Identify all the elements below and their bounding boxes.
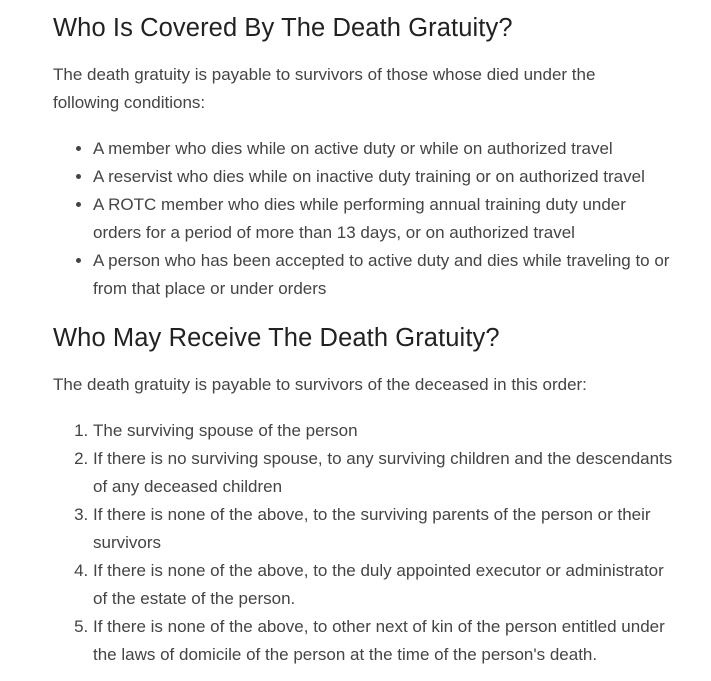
list-item: 2. If there is no surviving spouse, to any surviving children and the descendants of any deceased children bbox=[93, 445, 673, 501]
survivor-order-list bbox=[53, 417, 673, 669]
list-item: • A reservist who dies while on inactive duty training or on authorized travel bbox=[93, 163, 673, 191]
list-item: 5. If there is none of the above, to other next of kin of the person entitled under the laws of domicile of the person at the time of the person's death. bbox=[93, 613, 673, 669]
list-item: 1. The surviving spouse of the person bbox=[93, 417, 673, 445]
list-item: 4. If there is none of the above, to the duly appointed executor or administrator of the estate of the person. bbox=[93, 557, 673, 613]
list-item: 3. If there is none of the above, to the surviving parents of the person or their survivors bbox=[93, 501, 673, 557]
section-intro-receive: The death gratuity is payable to survivors of the deceased in this order: bbox=[53, 375, 587, 394]
covered-conditions-list bbox=[53, 135, 673, 303]
list-item: • A member who dies while on active duty or while on authorized travel bbox=[93, 135, 673, 163]
section-intro-covered: The death gratuity is payable to survivors of those whose died under the following conditions: bbox=[53, 65, 596, 112]
section-heading-covered: Who Is Covered By The Death Gratuity? bbox=[53, 14, 513, 42]
list-item: • A person who has been accepted to active duty and dies while traveling to or from that place or under orders bbox=[93, 247, 673, 303]
section-heading-receive: Who May Receive The Death Gratuity? bbox=[53, 324, 500, 352]
list-item: • A ROTC member who dies while performing annual training duty under orders for a period of more than 13 days, or on authorized travel bbox=[93, 191, 673, 247]
